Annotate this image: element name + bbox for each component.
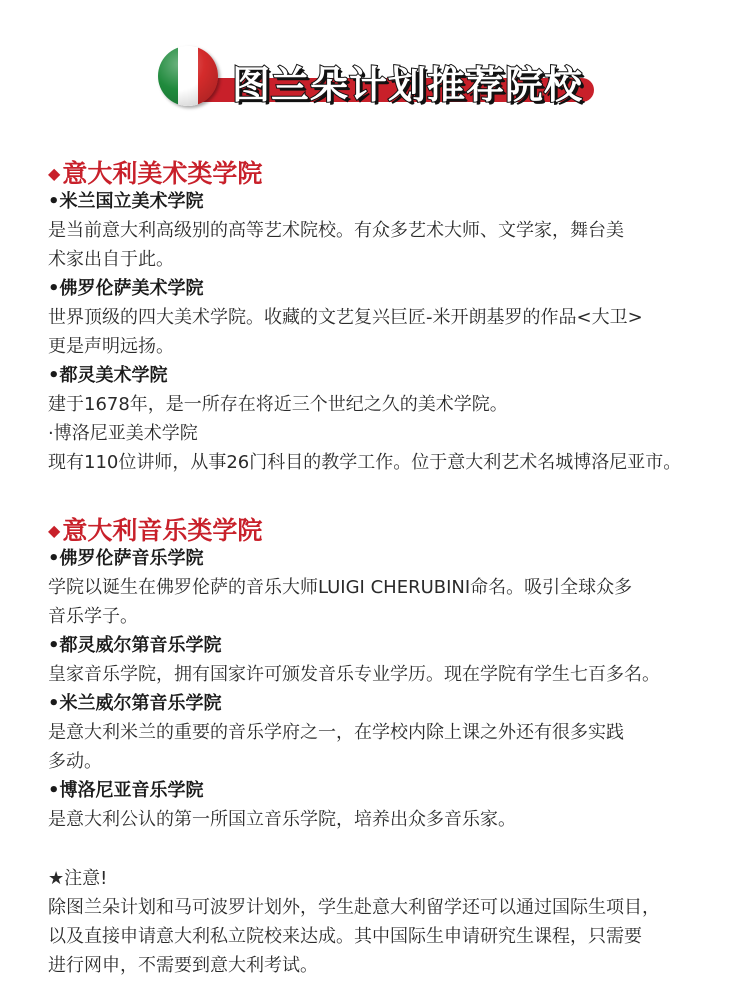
page-title: 图兰朵计划推荐院校: [232, 63, 584, 107]
school-description: 是意大利米兰的重要的音乐学府之一，在学校内除上课之外还有很多实践: [48, 722, 624, 743]
school-description: 术家出自于此。: [48, 249, 174, 270]
school-description: 学院以诞生在佛罗伦萨的音乐大师LUIGI CHERUBINI命名。吸引全球众多: [48, 577, 633, 598]
note-line: 以及直接申请意大利私立院校来达成。其中国际生申请研究生课程，只需要: [48, 926, 642, 947]
school-name: •佛罗伦萨音乐学院: [48, 548, 204, 569]
school-name: •都灵美术学院: [48, 365, 168, 386]
school-name: •佛罗伦萨美术学院: [48, 278, 204, 299]
diamond-icon: ◆: [48, 164, 61, 183]
italy-flag-icon: [158, 46, 218, 106]
music-section-heading: ◆意大利音乐类学院: [48, 516, 263, 545]
school-description: 多动。: [48, 751, 102, 772]
school-name: •博洛尼亚音乐学院: [48, 780, 204, 801]
school-name: •米兰国立美术学院: [48, 191, 204, 212]
note-title: ★注意!: [48, 868, 108, 889]
school-description: 世界顶级的四大美术学院。收藏的文艺复兴巨匠-米开朗基罗的作品<大卫>: [48, 307, 643, 328]
note-line: 除图兰朵计划和马可波罗计划外，学生赴意大利留学还可以通过国际生项目，: [48, 897, 660, 918]
school-name: •米兰威尔第音乐学院: [48, 693, 222, 714]
art-section-heading: ◆意大利美术类学院: [48, 159, 263, 188]
school-name: ·博洛尼亚美术学院: [48, 423, 198, 444]
school-description: 建于1678年，是一所存在将近三个世纪之久的美术学院。: [48, 394, 508, 415]
school-name: •都灵威尔第音乐学院: [48, 635, 222, 656]
school-description: 更是声明远扬。: [48, 336, 174, 357]
school-description: 皇家音乐学院，拥有国家许可颁发音乐专业学历。现在学院有学生七百多名。: [48, 664, 660, 685]
school-description: 是当前意大利高级别的高等艺术院校。有众多艺术大师、文学家，舞台美: [48, 220, 624, 241]
note-line: 进行网申，不需要到意大利考试。: [48, 955, 318, 976]
title-banner: [158, 46, 594, 110]
school-description: 现有110位讲师，从事26门科目的教学工作。位于意大利艺术名城博洛尼亚市。: [48, 452, 682, 473]
school-description: 音乐学子。: [48, 606, 138, 627]
school-description: 是意大利公认的第一所国立音乐学院，培养出众多音乐家。: [48, 809, 516, 830]
diamond-icon: ◆: [48, 521, 61, 540]
